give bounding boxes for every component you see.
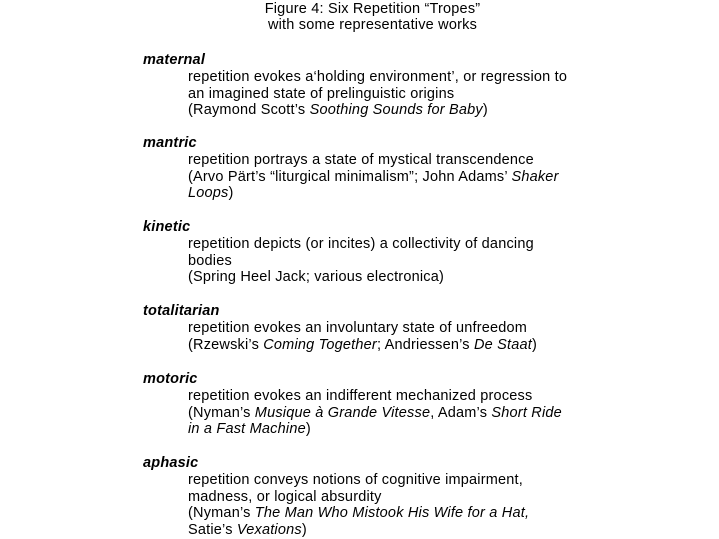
example-text: (Nyman’s (188, 505, 255, 521)
trope-body (188, 69, 703, 119)
trope-description: repetition depicts (or incites) a collectivity of dancing (188, 236, 534, 252)
trope-name: totalitarian (143, 303, 220, 319)
example-text: (Rzewski’s (188, 336, 264, 353)
work-title: Loops (188, 185, 229, 201)
work-title: in a Fast Machine (188, 421, 306, 437)
trope-description: repetition portrays a state of mystical transcendence (188, 152, 534, 168)
example-text: , Adam’s (430, 404, 492, 421)
example-text: ) (228, 185, 234, 201)
work-title: Musique à Grande Vitesse (254, 404, 431, 421)
example-text: (Nyman’s (188, 404, 255, 421)
trope-description: bodies (188, 252, 232, 269)
trope-example (188, 421, 703, 438)
trope-body (188, 388, 703, 438)
trope-aphasic (143, 455, 703, 538)
example-text: ) (301, 521, 307, 538)
example-text: Satie’s (188, 521, 237, 538)
trope-example (188, 505, 703, 522)
trope-name: kinetic (143, 219, 191, 235)
trope-description: repetition evokes an indifferent mechanized process (188, 388, 533, 404)
example-text: (Raymond Scott’s (188, 102, 310, 118)
trope-maternal (143, 52, 703, 119)
trope-kinetic (143, 219, 703, 286)
trope-example (188, 185, 703, 202)
trope-example (188, 102, 703, 119)
trope-description: repetition evokes a‘holding environment’, or regression to (188, 69, 568, 85)
example-text: ) (532, 336, 538, 353)
work-title: Shaker (511, 168, 559, 185)
trope-name: motoric (143, 371, 198, 387)
figure-subtitle: with some representative works (267, 17, 478, 33)
trope-mantric (143, 135, 703, 202)
trope-name: maternal (143, 52, 206, 68)
work-title: De Staat (474, 336, 533, 353)
example-text: ) (482, 102, 488, 118)
trope-name: mantric (143, 135, 197, 151)
trope-example (188, 269, 703, 286)
trope-body (188, 320, 703, 353)
trope-totalitarian (143, 303, 703, 353)
work-title: Vexations (236, 521, 302, 538)
example-text: (Arvo Pärt’s “liturgical minimalism”; John Adams’ (188, 168, 512, 185)
trope-body (188, 472, 703, 538)
trope-example (188, 405, 703, 422)
trope-example (188, 169, 703, 186)
work-title: Soothing Sounds for Baby (309, 102, 483, 118)
trope-description: an imagined state of prelinguistic origins (188, 85, 455, 102)
trope-example (188, 337, 703, 354)
work-title: The Man Who Mistook His Wife for a Hat, (254, 505, 530, 521)
trope-body (188, 236, 703, 286)
trope-description: repetition conveys notions of cognitive impairment, (188, 472, 524, 488)
trope-description: repetition evokes an involuntary state of unfreedom (188, 320, 528, 336)
work-title: Coming Together (263, 336, 377, 353)
trope-description: madness, or logical absurdity (188, 488, 382, 505)
trope-name: aphasic (143, 455, 199, 471)
work-title: Short Ride (491, 404, 562, 421)
example-text: ) (305, 421, 311, 437)
example-text: (Spring Heel Jack; various electronica) (188, 269, 445, 285)
trope-motoric (143, 371, 703, 438)
figure-title: Figure 4: Six Repetition “Tropes” (264, 1, 481, 17)
trope-example (188, 522, 703, 539)
example-text: ; Andriessen’s (376, 336, 474, 353)
trope-body (188, 152, 703, 202)
